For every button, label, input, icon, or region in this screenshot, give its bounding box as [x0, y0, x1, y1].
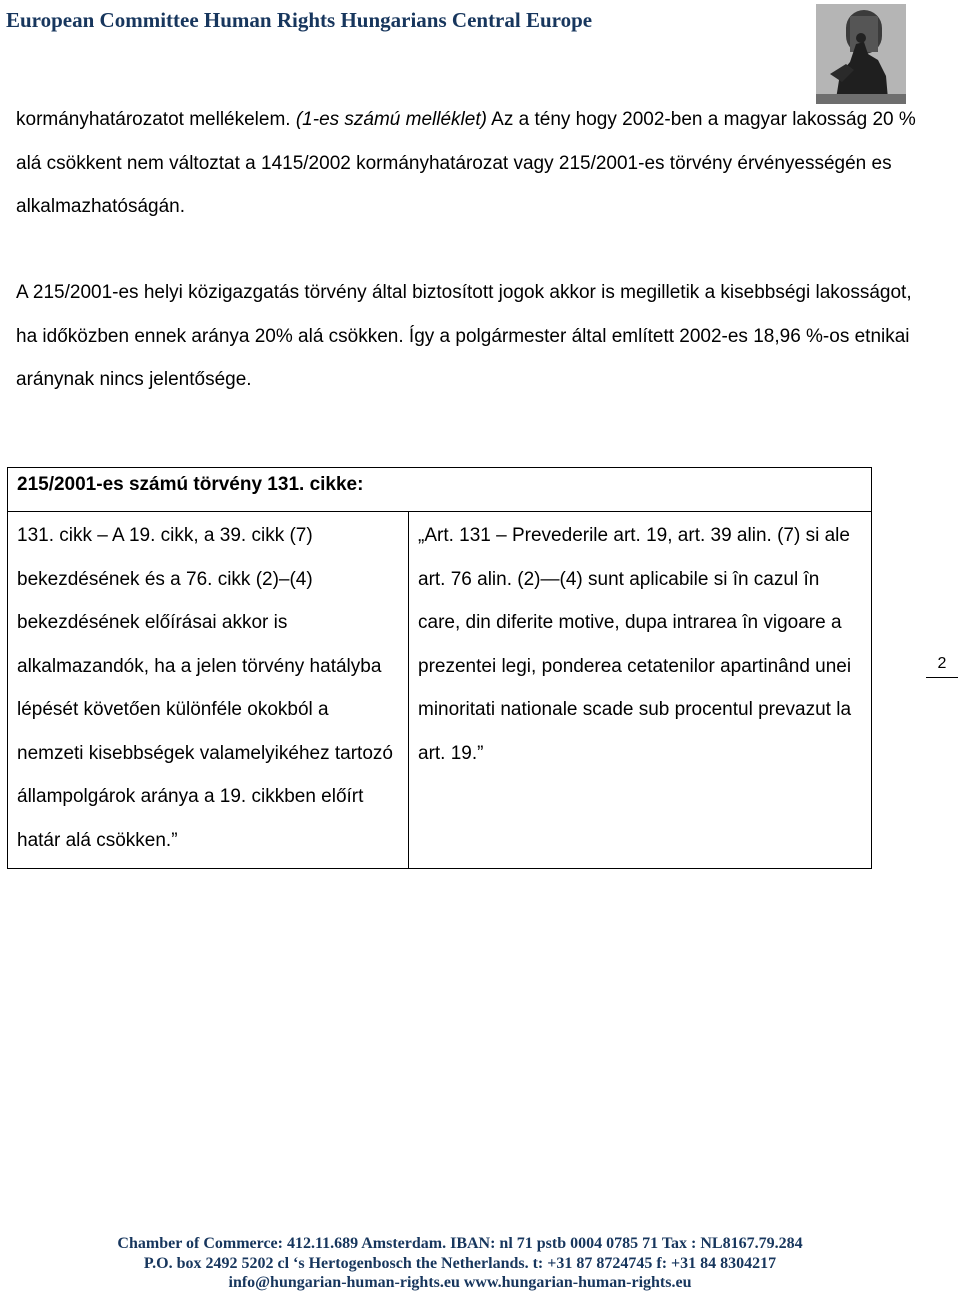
paragraph-annex	[16, 98, 916, 229]
statue-logo-icon	[816, 4, 906, 104]
law-table	[7, 467, 872, 869]
footer-chamber-line: Chamber of Commerce: 412.11.689 Amsterdam. IBAN: nl 71 pstb 0004 0785 71 Tax : NL8167.79.284	[117, 1235, 803, 1252]
header-title: European Committee Human Rights Hungarians Central Europe	[6, 8, 593, 32]
law-text-romanian: „Art. 131 – Prevederile art. 19, art. 39 alin. (7) si ale art. 76 alin. (2)—(4) sunt aplicabile si în cazul în care, din diferite motive, dupa intrarea în vigoare a prezentei legi, ponderea cetatenilor apartinând unei minoritati nationale scade sub procentul prevazut la art. 19.”	[409, 512, 872, 869]
paragraph-annex-text-end: Az a tény hogy 2002-ben a magyar lakosság 20 % alá csökkent nem változtat a 1415/2002 kormányhatározat vagy 215/2001-es törvény érvényességén es alkalmazhatóságán.	[16, 109, 916, 217]
paragraph-annex-text-start: kormányhatározatot mellékelem.	[16, 109, 296, 130]
footer	[0, 1234, 920, 1293]
footer-contact-line: info@hungarian-human-rights.eu www.hungarian-human-rights.eu	[228, 1274, 692, 1291]
law-table-header: 215/2001-es számú törvény 131. cikke:	[8, 468, 872, 512]
annex-reference: (1-es számú melléklet)	[295, 109, 487, 130]
footer-address-line: P.O. box 2492 5202 cl ‘s Hertogenbosch the Netherlands. t: +31 87 8724745 f: +31 84 8304217	[143, 1254, 777, 1272]
law-text-hungarian: 131. cikk – A 19. cikk, a 39. cikk (7) bekezdésének és a 76. cikk (2)–(4) bekezdésének előírásai akkor is alkalmazandók, ha a jelen törvény hatályba lépését követően különféle okokból a nemzeti kisebbségek valamelyikéhez tartozó állampolgárok aránya a 19. cikkben előírt határ alá csökken.”	[8, 512, 409, 869]
paragraph-rights: A 215/2001-es helyi közigazgatás törvény által biztosított jogok akkor is megilletik a kisebbségi lakosságot, ha időközben ennek aránya 20% alá csökken. Így a polgármester által említett 2002-es 18,96 %-os etnikai aránynak nincs jelentősége.	[16, 282, 912, 390]
page-number: 2	[926, 655, 958, 678]
